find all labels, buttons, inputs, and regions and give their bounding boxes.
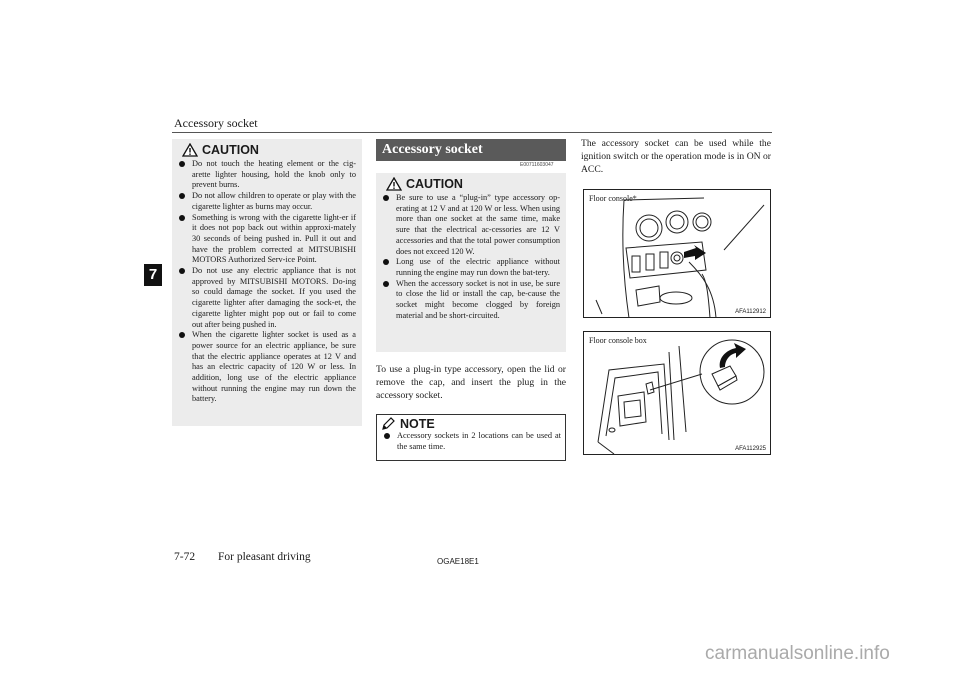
warning-icon <box>182 143 198 157</box>
caution-item: Be sure to use a “plug-in” type accessory op-erating at 12 V and at 120 W or less. When using more than one socket at the same time, make sure that the electrical ac-cessories are 12 V accessories and that the total power consumption does not exceed 120 W. <box>382 193 560 257</box>
note-item: Accessory sockets in 2 locations can be used at the same time. <box>383 431 561 452</box>
document-code: OGAE18E1 <box>437 557 479 566</box>
caution-label: CAUTION <box>202 143 259 157</box>
chapter-name: For pleasant driving <box>218 551 311 563</box>
header-rule <box>172 132 772 133</box>
left-caution-box <box>172 139 362 426</box>
running-header: Accessory socket <box>174 116 258 130</box>
caution-item: When the cigarette lighter socket is used as a power source for an electric appliance, be sure that the electric appliance operates at 12 V and has an electric capacity of 120 W or less. In addition, long use of the electric appliance without running the engine may run down the battery. <box>178 330 356 405</box>
figure-floor-console <box>583 189 771 318</box>
caution-item: Do not use any electric appliance that is not approved by MITSUBISHI MOTORS. Do-ing so could damage the socket. If you used the cigarette lighter after damaging the sock-et, the cigarette lighter might pop out or fail to come out after being pushed in. <box>178 266 356 330</box>
right-paragraph: The accessory socket can be used while the ignition switch or the operation mode is in ON or ACC. <box>581 138 771 175</box>
note-label: NOTE <box>400 417 435 431</box>
note-pencil-icon <box>381 417 396 431</box>
figure-label: Floor console* <box>589 194 637 203</box>
caution-item: Long use of the electric appliance without running the engine may run down the bat-tery. <box>382 257 560 278</box>
mid-caution-box <box>376 173 566 352</box>
note-heading <box>377 415 565 431</box>
page-number: 7-72 <box>174 551 196 563</box>
console-box-illustration <box>584 332 771 455</box>
body-paragraph: To use a plug-in type accessory, open the lid or remove the cap, and insert the plug in the accessory socket. <box>376 364 566 401</box>
caution-item: Something is wrong with the cigarette light-er if it does not pop back out within approxi-mately 30 seconds of being pushed in. Pull it out and have the problem corrected at MITSUBISHI MOTORS Authorized Serv-ice Point. <box>178 213 356 267</box>
warning-icon <box>386 177 402 191</box>
figure-code: AFA112925 <box>735 446 766 452</box>
watermark: carmanualsonline.info <box>705 643 890 664</box>
caution-item: Do not touch the heating element or the cig-arette lighter housing, hold the knob only to prevent burns. <box>178 159 356 191</box>
section-code: E00711603047 <box>520 162 554 168</box>
caution-heading <box>386 177 560 191</box>
chapter-tab: 7 <box>144 264 162 286</box>
caution-label: CAUTION <box>406 177 463 191</box>
caution-item: When the accessory socket is not in use, be sure to close the lid or install the cap, be-cause the socket might become clogged by foreign material and be short-circuited. <box>382 279 560 322</box>
figure-code: AFA112912 <box>735 309 766 315</box>
figure-label: Floor console box <box>589 336 647 345</box>
caution-item: Do not allow children to operate or play with the cigarette lighter as burns may occur. <box>178 191 356 212</box>
note-box <box>376 414 566 461</box>
section-title: Accessory socket <box>376 139 566 161</box>
figure-floor-console-box <box>583 331 771 455</box>
floor-console-illustration <box>584 190 771 318</box>
caution-heading <box>182 143 356 157</box>
